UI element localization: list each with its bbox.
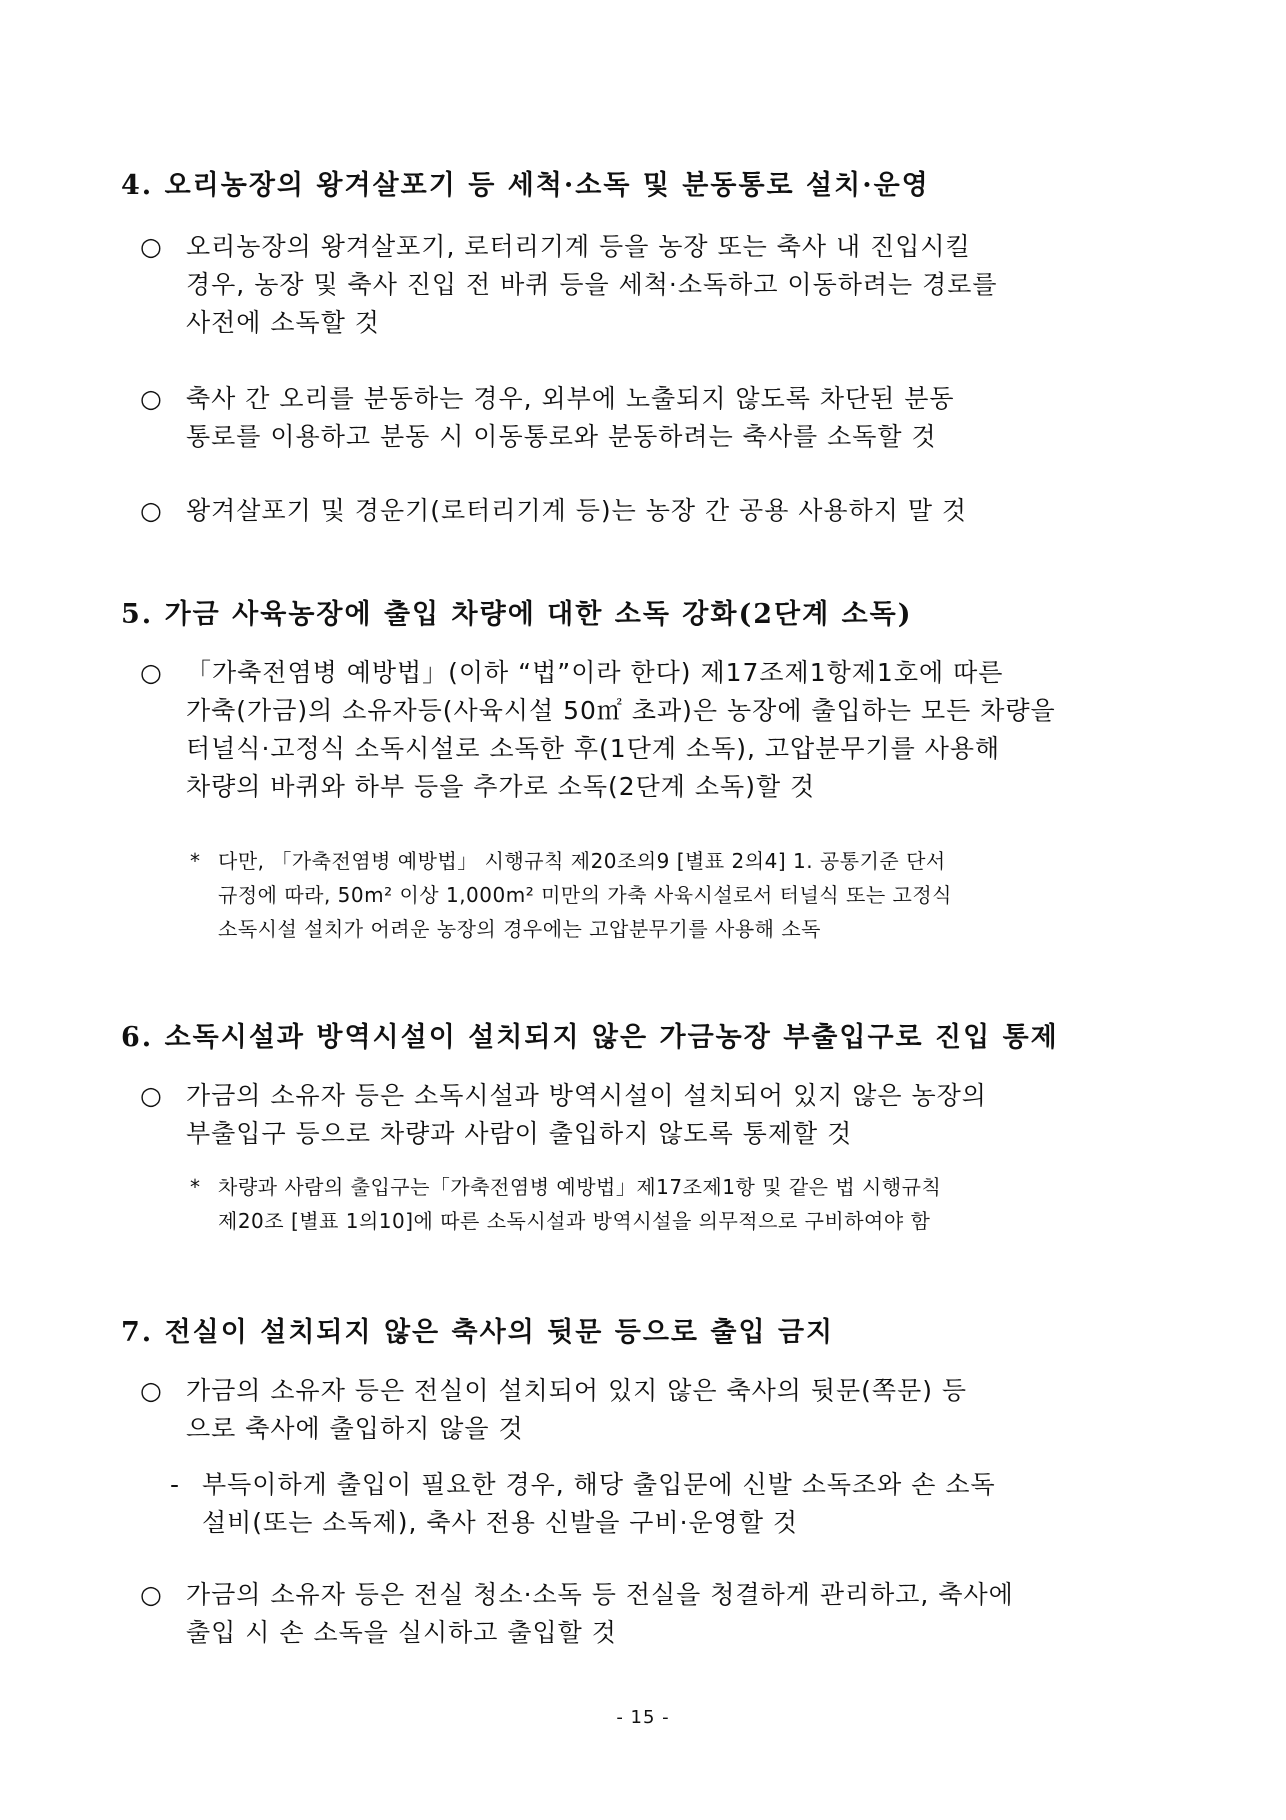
asterisk-mark: * xyxy=(190,849,201,873)
text-line: 가금의 소유자 등은 소독시설과 방역시설이 설치되어 있지 않은 농장의 xyxy=(186,1081,987,1110)
section-4-item-2 xyxy=(140,380,1160,456)
dash-mark: - xyxy=(170,1470,181,1499)
text-line: 부출입구 등으로 차량과 사람이 출입하지 않도록 통제할 것 xyxy=(186,1119,853,1148)
text-line: 출입 시 손 소독을 실시하고 출입할 것 xyxy=(186,1618,617,1647)
text-line: 왕겨살포기 및 경운기(로터리기계 등)는 농장 간 공용 사용하지 말 것 xyxy=(186,496,968,525)
section-7-title: 7. 전실이 설치되지 않은 축사의 뒷문 등으로 출입 금지 xyxy=(121,1317,835,1348)
section-5-item-1 xyxy=(140,654,1160,806)
section-6-title: 6. 소독시설과 방역시설이 설치되지 않은 가금농장 부출입구로 진입 통제 xyxy=(121,1022,1059,1053)
circle-bullet-icon: ○ xyxy=(140,1376,163,1405)
text-line: 「가축전염병 예방법」(이하 “법”이라 한다) 제17조제1항제1호에 따른 xyxy=(186,658,1004,687)
asterisk-mark: * xyxy=(190,1175,201,1199)
section-4-title: 4. 오리농장의 왕겨살포기 등 세척·소독 및 분동통로 설치·운영 xyxy=(121,170,930,201)
section-7-item-1 xyxy=(140,1372,1160,1448)
note-line: 규정에 따라, 50m² 이상 1,000m² 미만의 가축 사육시설로서 터널식 또는 고정식 xyxy=(218,883,952,907)
text-line: 축사 간 오리를 분동하는 경우, 외부에 노출되지 않도록 차단된 분동 xyxy=(186,384,955,413)
section-6-note xyxy=(190,1170,1170,1238)
section-7-item-2 xyxy=(140,1576,1160,1652)
note-line: 다만, 「가축전염병 예방법」 시행규칙 제20조의9 [별표 2의4] 1. 공통기준 단서 xyxy=(218,849,946,873)
note-line: 제20조 [별표 1의10]에 따른 소독시설과 방역시설을 의무적으로 구비하여야 함 xyxy=(218,1209,931,1233)
text-line: 으로 축사에 출입하지 않을 것 xyxy=(186,1414,524,1443)
section-4-item-3 xyxy=(140,492,1160,530)
text-line: 사전에 소독할 것 xyxy=(186,308,380,337)
section-5-note xyxy=(190,844,1170,946)
text-line: 통로를 이용하고 분동 시 이동통로와 분동하려는 축사를 소독할 것 xyxy=(186,422,937,451)
section-5-title: 5. 가금 사육농장에 출입 차량에 대한 소독 강화(2단계 소독) xyxy=(121,599,913,630)
circle-bullet-icon: ○ xyxy=(140,232,163,261)
text-line: 오리농장의 왕겨살포기, 로터리기계 등을 농장 또는 축사 내 진입시킬 xyxy=(186,232,971,261)
text-line: 가금의 소유자 등은 전실 청소·소독 등 전실을 청결하게 관리하고, 축사에 xyxy=(186,1580,1014,1609)
text-line: 설비(또는 소독제), 축사 전용 신발을 구비·운영할 것 xyxy=(202,1508,799,1537)
circle-bullet-icon: ○ xyxy=(140,1081,163,1110)
text-line: 가축(가금)의 소유자등(사육시설 50㎡ 초과)은 농장에 출입하는 모든 차량을 xyxy=(186,696,1056,725)
circle-bullet-icon: ○ xyxy=(140,1580,163,1609)
circle-bullet-icon: ○ xyxy=(140,658,163,687)
section-6-item-1 xyxy=(140,1077,1160,1153)
circle-bullet-icon: ○ xyxy=(140,496,163,525)
text-line: 부득이하게 출입이 필요한 경우, 해당 출입문에 신발 소독조와 손 소독 xyxy=(202,1470,996,1499)
note-line: 소독시설 설치가 어려운 농장의 경우에는 고압분무기를 사용해 소독 xyxy=(218,917,821,941)
text-line: 차량의 바퀴와 하부 등을 추가로 소독(2단계 소독)할 것 xyxy=(186,772,816,801)
circle-bullet-icon: ○ xyxy=(140,384,163,413)
page-number: - 15 - xyxy=(616,1707,670,1728)
text-line: 가금의 소유자 등은 전실이 설치되어 있지 않은 축사의 뒷문(쪽문) 등 xyxy=(186,1376,968,1405)
section-4-item-1 xyxy=(140,228,1160,342)
text-line: 경우, 농장 및 축사 진입 전 바퀴 등을 세척·소독하고 이동하려는 경로를 xyxy=(186,270,998,299)
section-7-dash-item xyxy=(170,1466,1170,1542)
note-line: 차량과 사람의 출입구는「가축전염병 예방법」제17조제1항 및 같은 법 시행규칙 xyxy=(218,1175,942,1199)
text-line: 터널식·고정식 소독시설로 소독한 후(1단계 소독), 고압분무기를 사용해 xyxy=(186,734,1001,763)
